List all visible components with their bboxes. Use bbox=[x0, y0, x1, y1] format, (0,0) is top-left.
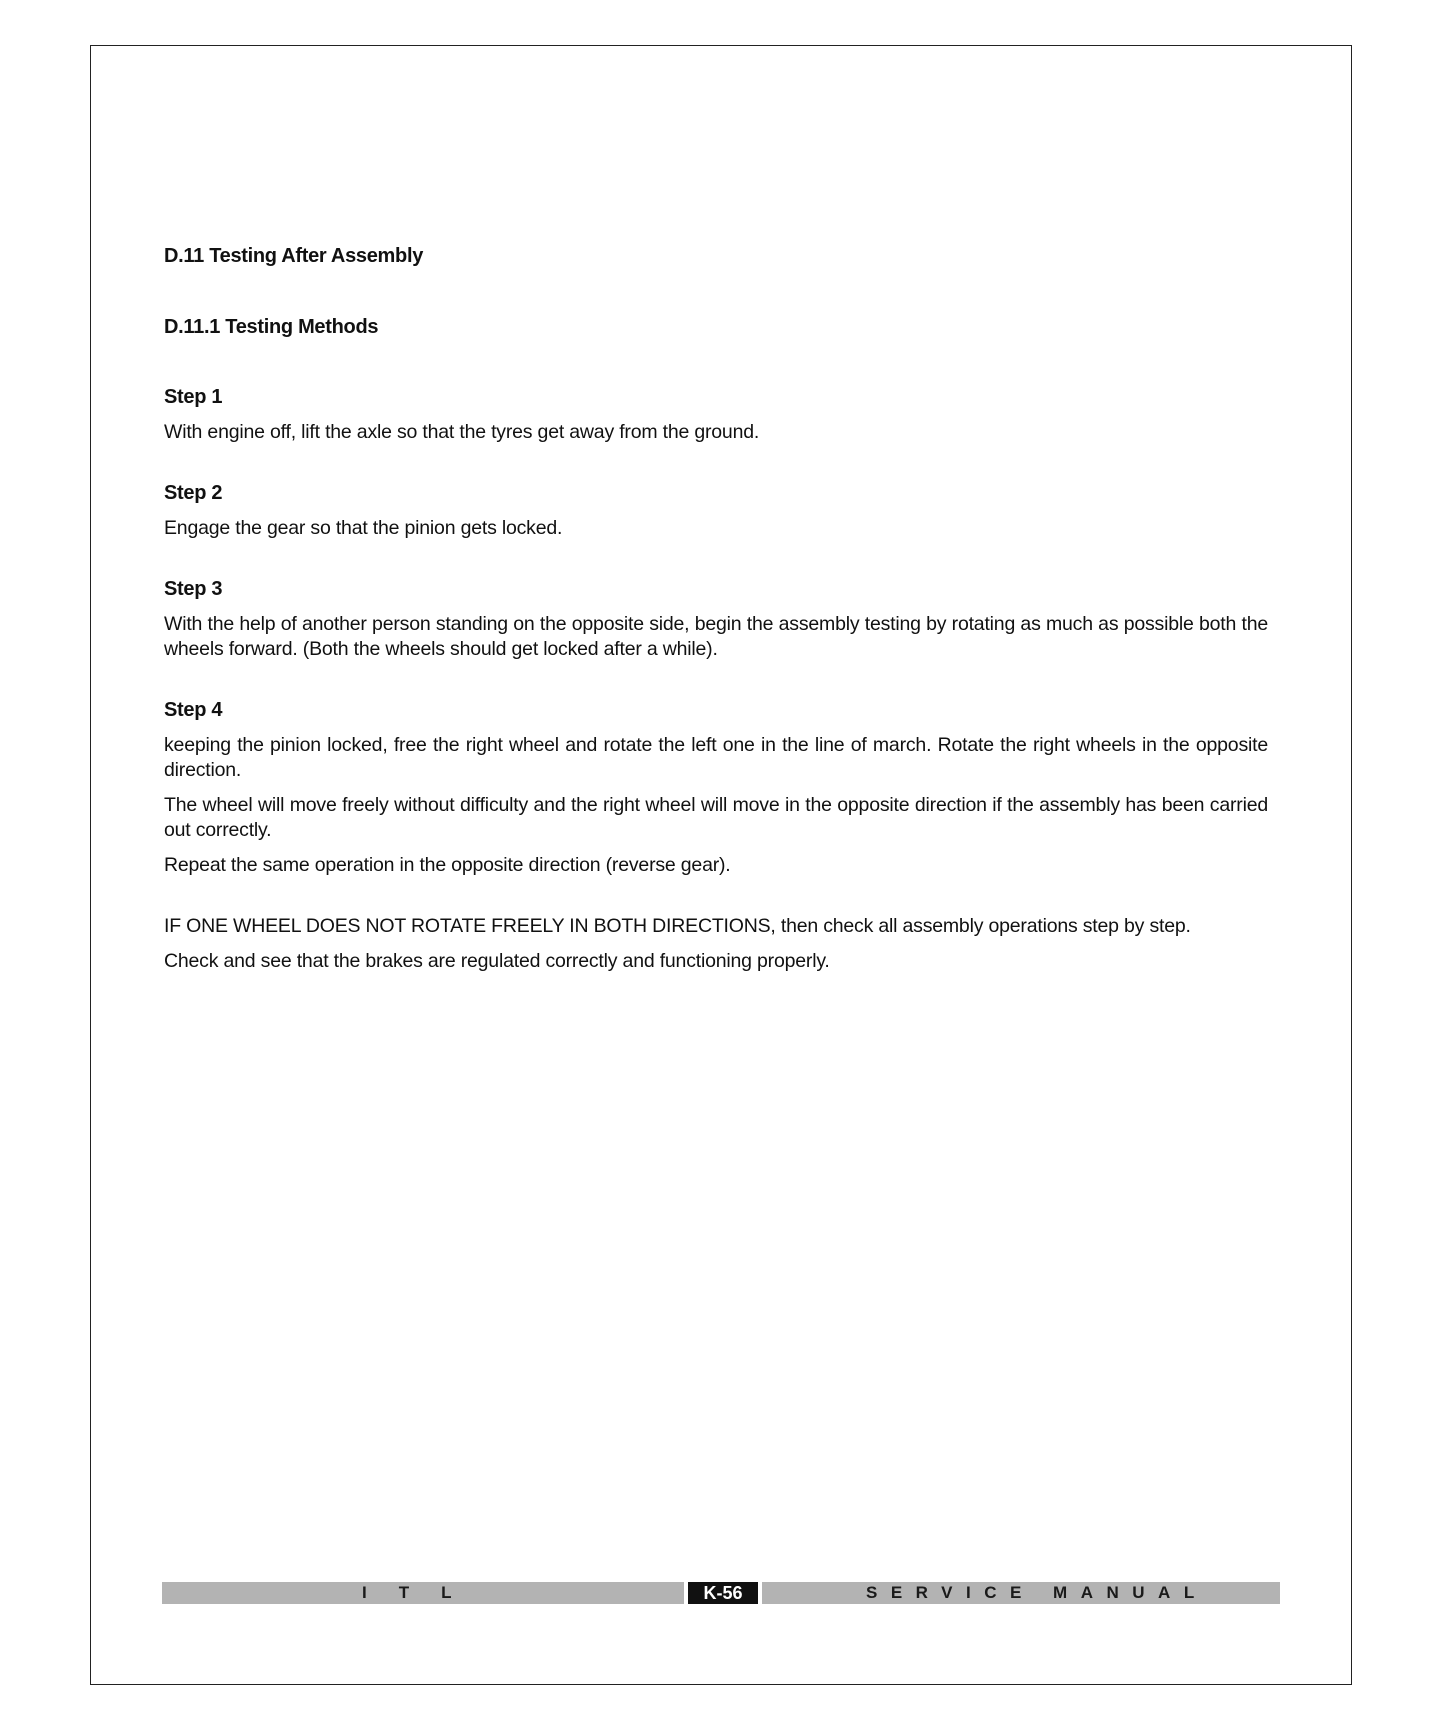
step-paragraph: Repeat the same operation in the opposite direction (reverse gear). bbox=[164, 854, 731, 876]
footer-company-label: ITL bbox=[362, 1583, 484, 1602]
section-title: D.11 Testing After Assembly bbox=[164, 245, 424, 267]
closing-notes bbox=[164, 914, 1268, 974]
page-footer bbox=[162, 1582, 1280, 1604]
step-title: Step 1 bbox=[164, 386, 223, 408]
step-paragraph: The wheel will move freely without difficulty and the right wheel will move in the opposite direction if the assembly has been carried out correctly. bbox=[164, 794, 1268, 841]
step-paragraph: With the help of another person standing on the opposite side, begin the assembly testing by rotating as much as possible both the wheels forward. (Both the wheels should get locked after a while). bbox=[164, 613, 1268, 660]
warning-paragraph: IF ONE WHEEL DOES NOT ROTATE FREELY IN BOTH DIRECTIONS, then check all assembly operations step by step. bbox=[164, 915, 1191, 937]
step-1 bbox=[164, 385, 1268, 445]
footer-manual-label: SERVICE MANUAL bbox=[866, 1583, 1208, 1602]
step-paragraph: With engine off, lift the axle so that the tyres get away from the ground. bbox=[164, 421, 760, 443]
document-body bbox=[164, 244, 1268, 984]
subsection-title: D.11.1 Testing Methods bbox=[164, 316, 379, 338]
footer-right-bar bbox=[762, 1582, 1280, 1604]
step-3 bbox=[164, 577, 1268, 662]
step-title: Step 2 bbox=[164, 482, 223, 504]
footer-left-bar bbox=[162, 1582, 684, 1604]
step-4 bbox=[164, 698, 1268, 878]
closing-paragraph: Check and see that the brakes are regulated correctly and functioning properly. bbox=[164, 950, 830, 972]
step-2 bbox=[164, 481, 1268, 541]
step-title: Step 3 bbox=[164, 578, 223, 600]
step-paragraph: keeping the pinion locked, free the right wheel and rotate the left one in the line of march. Rotate the right wheels in the opposite direction. bbox=[164, 734, 1268, 781]
page-number-badge: K-56 bbox=[688, 1582, 758, 1604]
step-paragraph: Engage the gear so that the pinion gets locked. bbox=[164, 517, 563, 539]
step-title: Step 4 bbox=[164, 699, 223, 721]
